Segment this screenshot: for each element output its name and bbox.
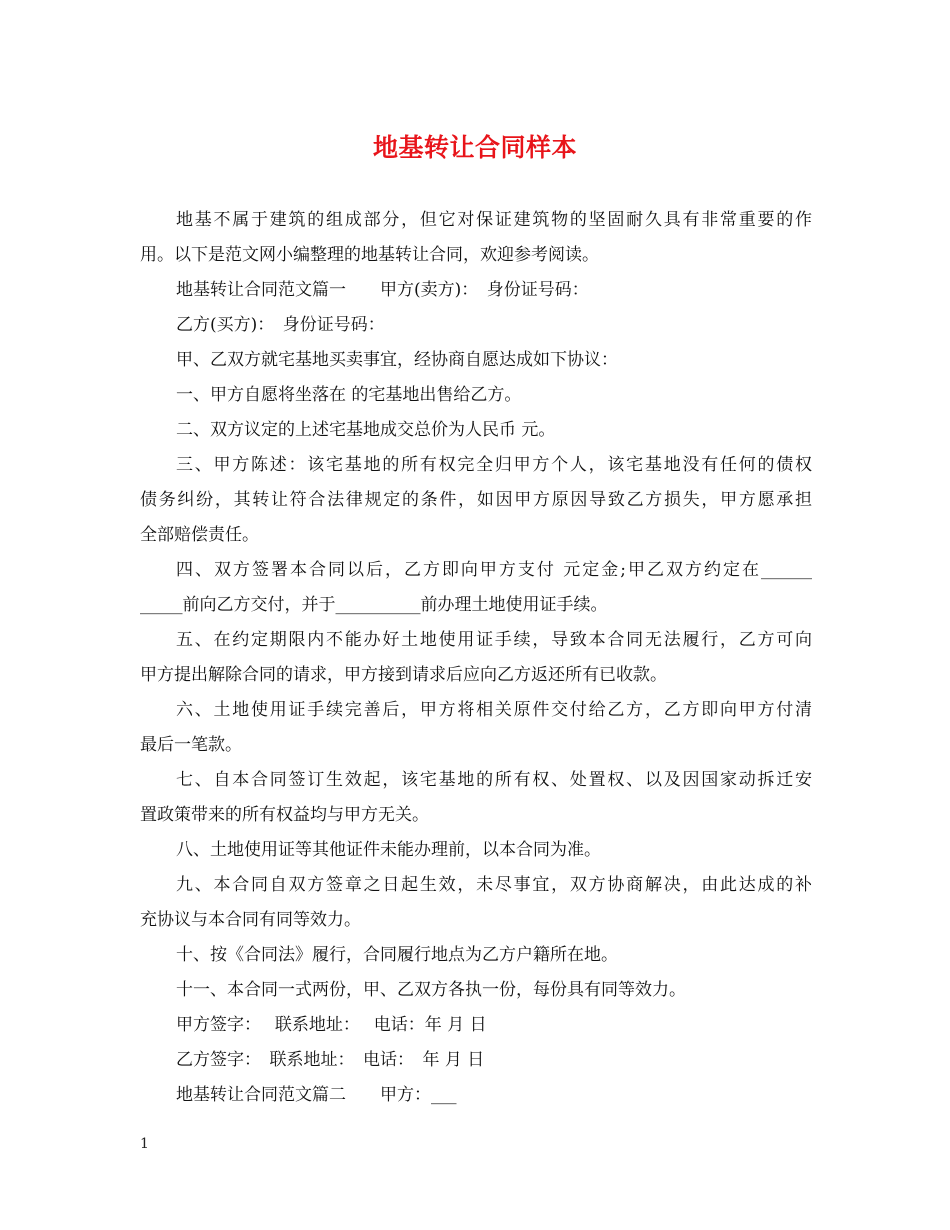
paragraph-line: 最后一笔款。 <box>140 735 242 755</box>
paragraph-line: 四、双方签署本合同以后，乙方即向甲方支付 元定金;甲乙双方约定在______ <box>176 560 812 580</box>
paragraph-line: 置政策带来的所有权益均与甲方无关。 <box>140 805 429 825</box>
document-title: 地基转让合同样本 <box>372 133 577 162</box>
paragraph-line: 九、本合同自双方签章之日起生效，未尽事宜，双方协商解决，由此达成的补 <box>176 875 812 895</box>
paragraph-line: 甲方提出解除合同的请求，甲方接到请求后应向乙方返还所有已收款。 <box>140 665 667 685</box>
signature-line: 甲方签字： 联系地址： 电话：年 月 日 <box>176 1015 487 1035</box>
paragraph-line: 全部赔偿责任。 <box>140 525 259 545</box>
paragraph-line: 一、甲方自愿将坐落在 的宅基地出售给乙方。 <box>176 385 522 405</box>
paragraph-line: 十、按《合同法》履行，合同履行地点为乙方户籍所在地。 <box>176 945 618 965</box>
page-number: 1 <box>140 1136 149 1152</box>
paragraph-line: 地基转让合同范文篇二 甲方：___ <box>176 1085 457 1105</box>
paragraph-line: 地基不属于建筑的组成部分，但它对保证建筑物的坚固耐久具有非常重要的作 <box>176 210 812 230</box>
paragraph-line: 二、双方议定的上述宅基地成交总价为人民币 元。 <box>176 420 556 440</box>
paragraph-line: 用。以下是范文网小编整理的地基转让合同，欢迎参考阅读。 <box>140 245 599 265</box>
paragraph-line: 六、土地使用证手续完善后，甲方将相关原件交付给乙方，乙方即向甲方付清 <box>176 700 812 720</box>
paragraph-line: 乙方(买方)： 身份证号码： <box>176 315 385 335</box>
paragraph-line: 三、甲方陈述：该宅基地的所有权完全归甲方个人，该宅基地没有任何的债权 <box>176 455 812 475</box>
paragraph-line: 充协议与本合同有同等效力。 <box>140 910 361 930</box>
paragraph-line: 八、土地使用证等其他证件未能办理前，以本合同为准。 <box>176 840 601 860</box>
signature-line: 乙方签字： 联系地址： 电话： 年 月 日 <box>176 1050 485 1070</box>
paragraph-line: 七、自本合同签订生效起，该宅基地的所有权、处置权、以及因国家动拆迁安 <box>176 770 812 790</box>
paragraph-line: 五、在约定期限内不能办好土地使用证手续，导致本合同无法履行，乙方可向 <box>176 630 812 650</box>
paragraph-line: 十一、本合同一式两份，甲、乙双方各执一份，每份具有同等效力。 <box>176 980 686 1000</box>
paragraph-line: _____前向乙方交付，并于__________前办理土地使用证手续。 <box>140 595 608 615</box>
paragraph-line: 地基转让合同范文篇一 甲方(卖方)： 身份证号码： <box>176 280 589 300</box>
paragraph-line: 甲、乙双方就宅基地买卖事宜，经协商自愿达成如下协议： <box>176 350 618 370</box>
paragraph-line: 债务纠纷，其转让符合法律规定的条件，如因甲方原因导致乙方损失，甲方愿承担 <box>140 490 812 510</box>
